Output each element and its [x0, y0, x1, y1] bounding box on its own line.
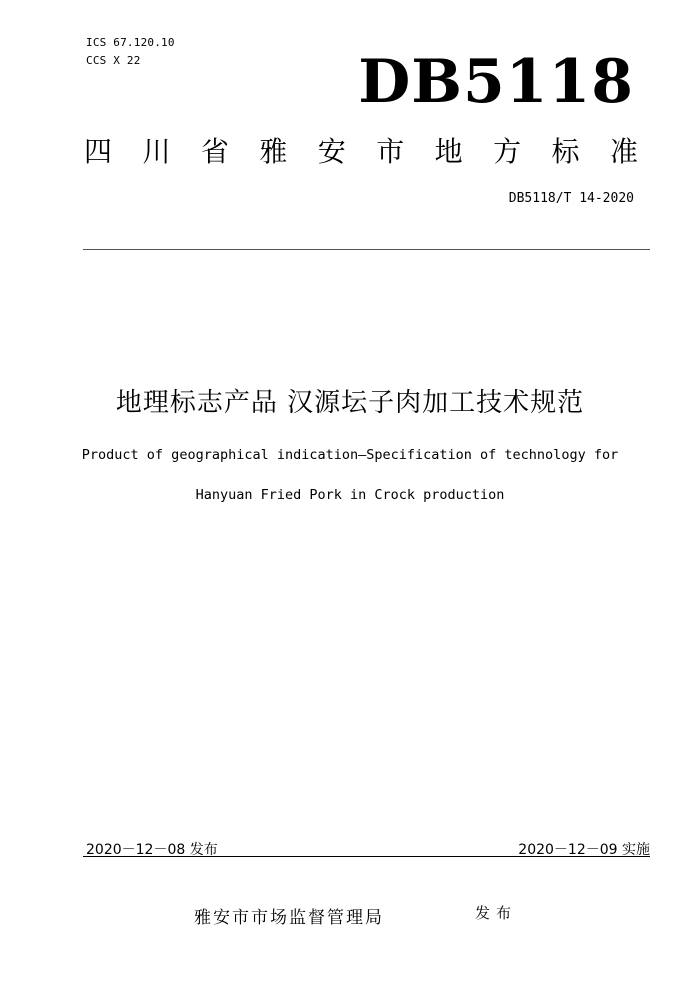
- title-english-line1: Product of geographical indication—Specification of technology for: [81, 447, 619, 463]
- standard-number: DB5118/T 14-2020: [508, 191, 634, 206]
- standard-type-char: 标: [551, 135, 580, 168]
- standard-type-char: 四: [84, 135, 113, 168]
- standard-type-char: 地: [434, 135, 463, 168]
- standard-type: [84, 135, 638, 168]
- standard-type-char: 雅: [259, 135, 288, 168]
- header-divider: [83, 249, 650, 250]
- standard-type-char: 准: [609, 135, 638, 168]
- standard-code: DB5118: [358, 47, 634, 117]
- ics-code: ICS 67.120.10: [86, 36, 175, 49]
- standard-type-char: 川: [142, 135, 171, 168]
- standard-type-char: 省: [200, 135, 229, 168]
- issue-date: 2020－12－08 发布: [86, 842, 218, 858]
- title-chinese: 地理标志产品 汉源坛子肉加工技术规范: [115, 388, 585, 418]
- title-english-line2: Hanyuan Fried Pork in Crock production: [195, 487, 505, 503]
- issue-label: 发布: [475, 904, 518, 922]
- footer-divider: [83, 856, 650, 857]
- ccs-code: CCS X 22: [86, 54, 141, 67]
- issuing-authority: 雅安市市场监督管理局: [194, 908, 384, 928]
- standard-type-char: 方: [493, 135, 522, 168]
- standard-type-char: 安: [317, 135, 346, 168]
- implementation-date: 2020－12－09 实施: [518, 842, 650, 858]
- standard-type-char: 市: [376, 135, 405, 168]
